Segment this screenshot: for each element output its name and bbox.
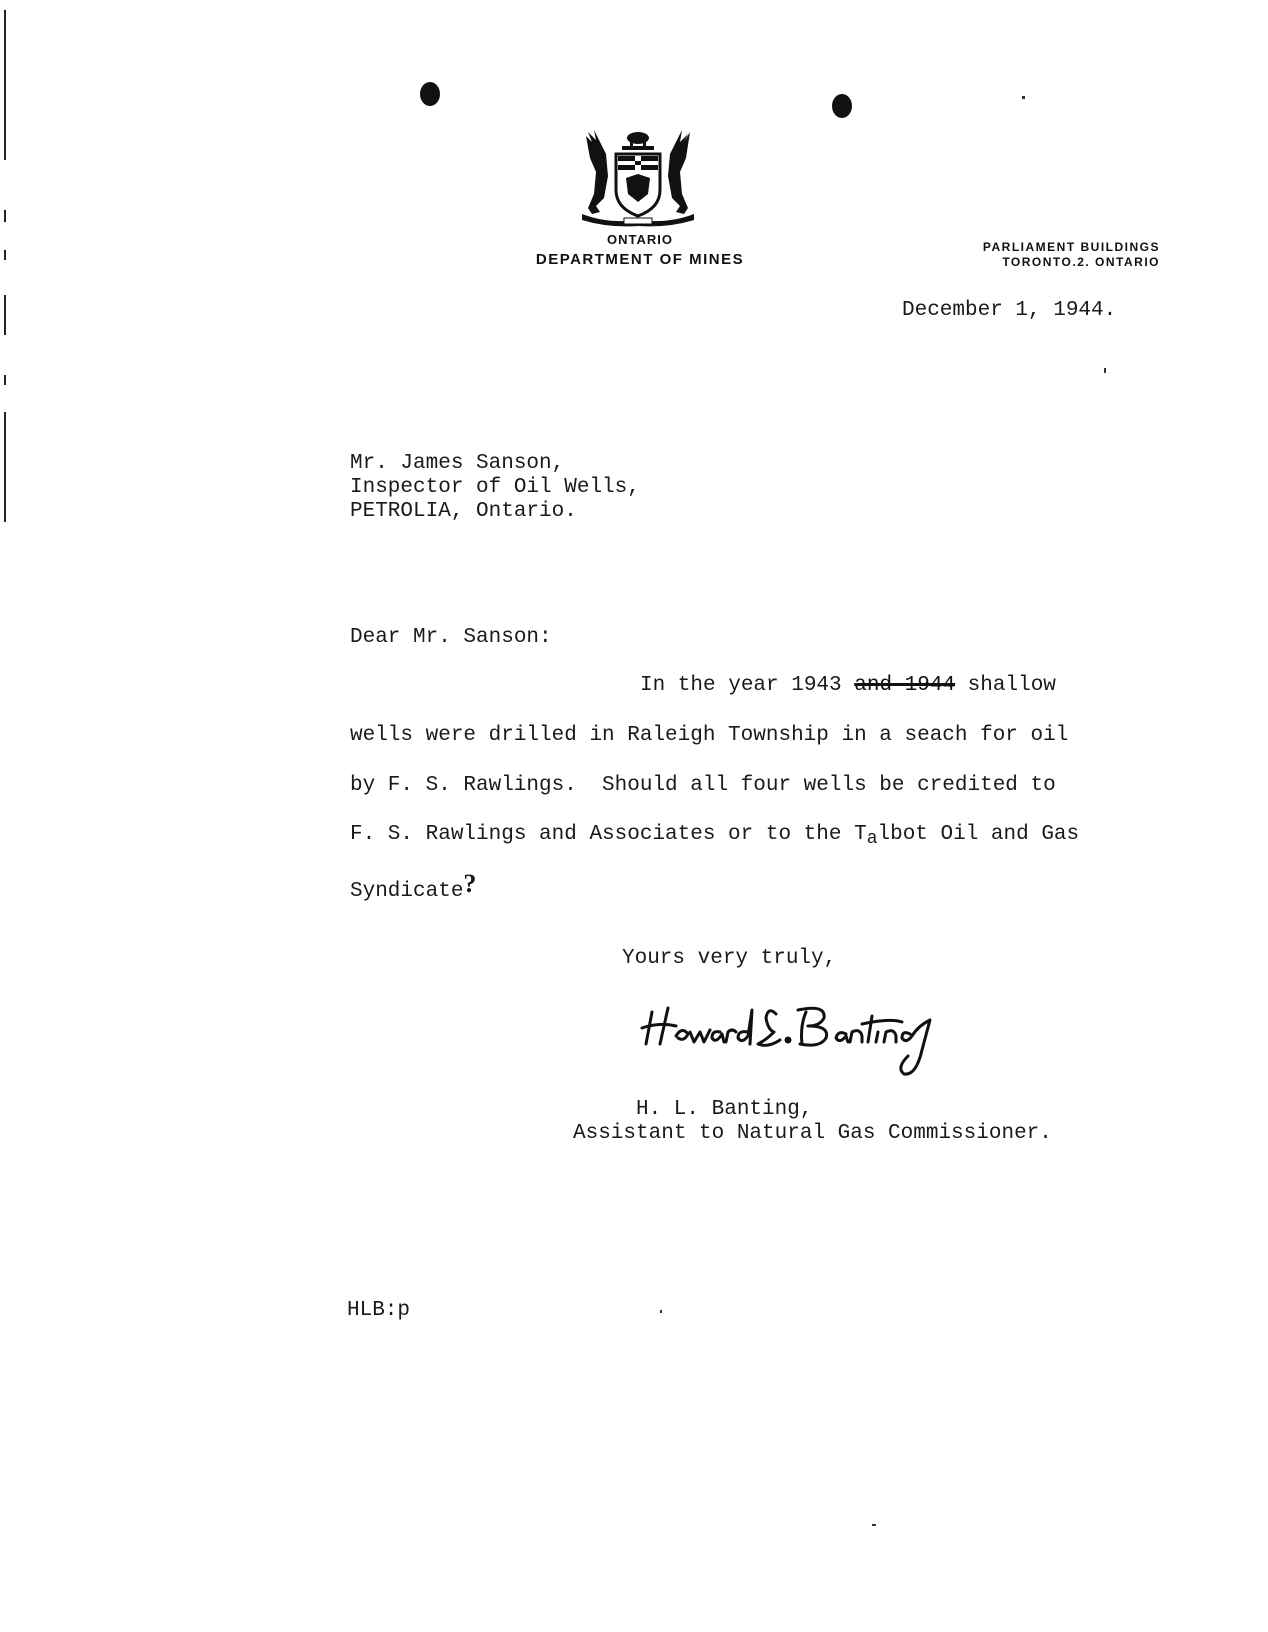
punch-hole xyxy=(832,94,852,118)
letterhead-address-line2: TORONTO.2. ONTARIO xyxy=(1002,255,1160,269)
scan-edge-mark xyxy=(4,295,6,335)
handwritten-signature xyxy=(640,1000,970,1080)
ontario-coat-of-arms-icon xyxy=(578,128,698,228)
letterhead-province: ONTARIO xyxy=(607,232,673,247)
handwritten-correction: a xyxy=(866,829,878,849)
body-text: In the year 1943 xyxy=(640,674,855,697)
recipient-title: Inspector of Oil Wells, xyxy=(350,476,640,499)
scan-speck xyxy=(660,1310,662,1313)
scan-edge-mark xyxy=(4,250,6,260)
scan-speck xyxy=(1022,96,1025,99)
recipient-name: Mr. James Sanson, xyxy=(350,452,565,475)
letter-date: December 1, 1944. xyxy=(902,299,1117,322)
scan-edge-mark xyxy=(4,412,6,522)
salutation: Dear Mr. Sanson: xyxy=(350,626,552,649)
body-text: Syndicate xyxy=(350,880,464,903)
recipient-location: PETROLIA, Ontario. xyxy=(350,500,577,523)
struck-text: and 1944 xyxy=(854,674,956,697)
body-line xyxy=(640,674,1056,697)
closing: Yours very truly, xyxy=(622,947,837,970)
body-text: shallow xyxy=(955,674,1056,697)
scan-edge-mark xyxy=(4,210,6,222)
body-line: by F. S. Rawlings. Should all four wells be credited to xyxy=(350,774,1056,797)
letterhead-department: DEPARTMENT OF MINES xyxy=(535,251,745,268)
scan-speck xyxy=(872,1524,876,1526)
body-line: wells were drilled in Raleigh Township in a seach for oil xyxy=(350,724,1069,747)
handwritten-question-mark: ? xyxy=(463,869,477,898)
body-line xyxy=(350,823,1080,849)
body-text: lbot Oil and Gas xyxy=(877,823,1080,846)
body-text: F. S. Rawlings and Associates or to the T xyxy=(350,823,867,846)
scan-speck xyxy=(1104,368,1106,373)
scan-edge-mark xyxy=(4,10,6,160)
reference-initials: HLB:p xyxy=(347,1299,411,1322)
signer-title: Assistant to Natural Gas Commissioner. xyxy=(573,1122,1052,1145)
scan-edge-mark xyxy=(4,375,6,385)
body-line xyxy=(350,869,477,903)
signer-name: H. L. Banting, xyxy=(636,1098,813,1121)
letterhead-address-line1: PARLIAMENT BUILDINGS xyxy=(982,240,1160,254)
punch-hole xyxy=(420,82,440,106)
